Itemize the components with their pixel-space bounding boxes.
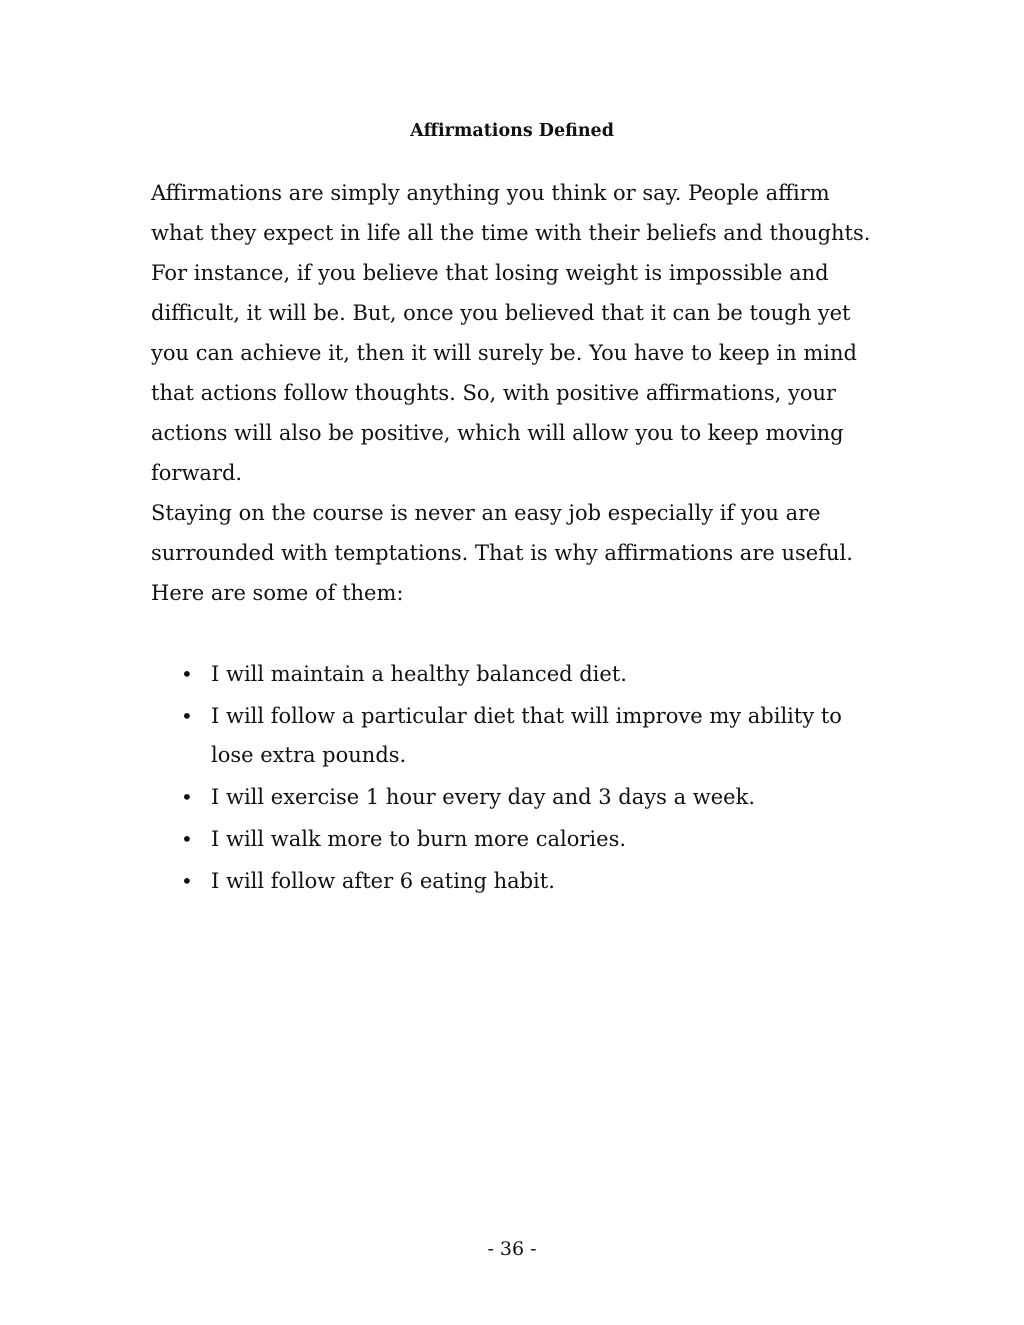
list-item	[151, 778, 881, 817]
list-item-text: I will maintain a healthy balanced diet.	[211, 662, 627, 686]
list-item	[151, 820, 881, 859]
paragraph-intro: Affirmations are simply anything you think or say. People affirm what they expect in life all the time with their beliefs and thoughts. For instance, if you believe that losing weight is impossible and difficult, it will be. But, once you believed that it can be tough yet you can achieve it, then it will surely be. You have to keep in mind that actions follow thoughts. So, with positive affirmations, your actions will also be positive, which will allow you to keep moving forward.	[151, 181, 871, 485]
paragraph-staying-on-course: Staying on the course is never an easy job especially if you are surrounded with temptations. That is why affirmations are useful. Here are some of them:	[151, 501, 853, 605]
list-item	[151, 697, 881, 775]
list-item	[151, 862, 881, 901]
list-item-text: I will follow a particular diet that will improve my ability to lose extra pounds.	[211, 704, 842, 767]
bullet-icon: •	[181, 704, 193, 728]
list-item	[151, 655, 881, 694]
list-item-text: I will walk more to burn more calories.	[211, 827, 627, 851]
section-heading: Affirmations Defined	[410, 121, 614, 141]
page-number: - 36 -	[487, 1238, 537, 1260]
bullet-icon: •	[181, 827, 193, 851]
list-item-text: I will exercise 1 hour every day and 3 days a week.	[211, 785, 756, 809]
bullet-icon: •	[181, 785, 193, 809]
bullet-icon: •	[181, 869, 193, 893]
bullet-icon: •	[181, 662, 193, 686]
affirmations-list	[151, 655, 881, 904]
list-item-text: I will follow after 6 eating habit.	[211, 869, 555, 893]
